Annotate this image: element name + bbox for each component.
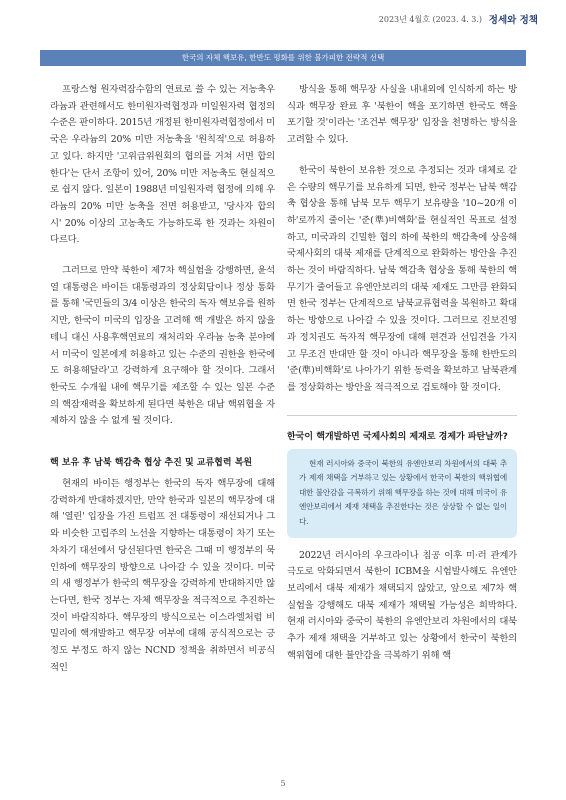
right-column (287, 82, 517, 665)
section-divider (287, 415, 517, 416)
summary-callout: 현재 러시아와 중국이 북한의 유엔안보리 차원에서의 대북 추가 제재 채택을 거부하고 있는 상황에서 한국이 북한의 핵위협에 대한 불안감을 극복하기 위해 핵무장을 하는 것에 대해 미국이 유엔안보리에서 제재 채택을 추진한다는 것은 상상할 수 없는 일이다. (287, 449, 517, 538)
left-column (50, 82, 275, 677)
page-number: 5 (280, 779, 286, 788)
paragraph-nuclear-test-response: 그러므로 만약 북한이 제7차 핵실험을 강행하면, 윤석열 대통령은 바이든 대통령과의 정상회담이나 정상 통화를 통해 '국민들의 3/4 이상은 한국의 독자 핵보유를 원하지만, 한국이 미국의 입장을 고려해 핵 개발은 하지 않을 테니 대신 사용후핵연료의 재처리와 우라늄 농축 분야에서 미국이 일본에게 허용하고 있는 수준의 권한을 한국에도 허용해달라'고 강력하게 요구해야 할 것이다. 그래서 한국도 수개월 내에 핵무기를 제조할 수 있는 일본 수준의 핵잠재력을 확보하게 된다면 북한은 대남 핵위협을 자제하지 않을 수 없게 될 것이다. (50, 265, 275, 427)
paragraph-biden-administration: 현재의 바이든 행정부는 한국의 독자 핵무장에 대해 강력하게 반대하겠지만, 만약 한국과 일본의 핵무장에 대해 '열린' 입장을 가진 트럼프 전 대통령이 재선되거나 그와 비슷한 고립주의 노선을 지향하는 대통령이 차기 또는 차차기 대선에서 당선된다면 한국은 그때 미 행정부의 묵인하에 핵무장의 방향으로 나아갈 수 있을 것이다. 미국의 새 행정부가 한국의 핵무장을 강력하게 반대하지만 않는다면, 한국 정부는 자체 핵무장을 적극적으로 추진하는 것이 바람직하다. 핵무장의 방식으로는 이스라엘처럼 비밀리에 핵개발하고 핵무장 여부에 대해 공식적으로는 긍정도 부정도 하지 않는 NCND 정책을 취하면서 비공식적인 (50, 478, 275, 673)
paragraph-ncnd-method: 방식을 통해 핵무장 사실을 내내외에 인식하게 하는 방식과 핵무장 완료 후 '북한이 핵을 포기하면 한국도 핵을 포기할 것'이라는 '조건부 핵무장' 입장을 천명하는 방식을 고려할 수 있다. (287, 84, 517, 146)
section-heading-nuclear-reduction: 핵 보유 후 남북 핵감축 협상 추진 및 교류협력 복원 (50, 458, 253, 469)
paragraph-semi-denuclearization: 한국이 북한이 보유한 것으로 추정되는 것과 대체로 같은 수량의 핵무기를 보유하게 되면, 한국 정부는 남북 핵감축 협상을 통해 남북 모두 핵무기 보유량을 '10~20개 이하'로까지 줄이는 '준(準)비핵화'를 현실적인 목표로 설정하고, 미국과의 긴밀한 협의 하에 북한의 핵감축에 상응해 국제사회의 대북 제재를 단계적으로 완화하는 방안을 추진하는 것이 바람직하다. 남북 핵감축 협상을 통해 북한의 핵무기가 줄어들고 유엔안보리의 대북 제재도 그만큼 완화되면 한국 정부는 단계적으로 남북교류협력을 복원하고 확대하는 방향으로 나아갈 수 있을 것이다. 그러므로 진보진영과 정치권도 독자적 핵무장에 대해 편견과 선입견을 가지고 무조건 반대만 할 것이 아니라 핵무장을 통해 한반도의 '준(準)비핵화'로 나아가기 위한 동력을 확보하고 남북관계를 정상화하는 방안을 적극적으로 검토해야 할 것이다. (287, 164, 517, 393)
article-banner: 한국의 자체 핵보유, 한반도 평화를 위한 불가피한 전략적 선택 (40, 50, 526, 66)
paragraph-ukraine-invasion: 2022년 러시아의 우크라이나 침공 이후 미·러 관계가 극도로 악화되면서 북한이 ICBM을 시험발사해도 유엔안보리에서 대북 제재가 채택되지 않았고, 앞으로 제7차 핵실험을 강행해도 대북 제재가 채택될 가능성은 희박하다. 현재 러시아와 중국이 북한의 유엔안보리 차원에서의 대북 추가 제재 채택을 거부하고 있는 상황에서 한국이 북한의 핵위협에 대한 불안감을 극복하기 위해 핵 (287, 549, 517, 661)
paragraph-uranium-agreement: 프랑스형 원자력잠수함의 연료로 쓸 수 있는 저농축우라늄과 관련해서도 한미원자력협정과 미일원자력 협정의 수준은 판이하다. 2015년 개정된 한미원자력협정에서 미국은 우라늄의 20% 미만 저농축을 '원칙적'으로 허용하고 있다. 하지만 '고위급위원회의 협의를 거쳐 서면 합의한다'는 단서 조항이 있어, 20% 미만 저농축도 현실적으로 쉽지 않다. 일본이 1988년 미일원자력 협정에 의해 우라늄의 20% 미만 농축을 전면 허용받고, '당사자 합의 시' 20% 이상의 고농축도 가능하도록 한 것과는 차원이 다르다. (50, 84, 275, 246)
section-heading-sanctions: 한국이 핵개발하면 국제사회의 제재로 경제가 파탄날까? (287, 431, 508, 442)
issue-date: 2023년 4월호 (2023. 4. 3.) (378, 15, 482, 24)
publication-title: 정세와 정책 (488, 15, 538, 26)
